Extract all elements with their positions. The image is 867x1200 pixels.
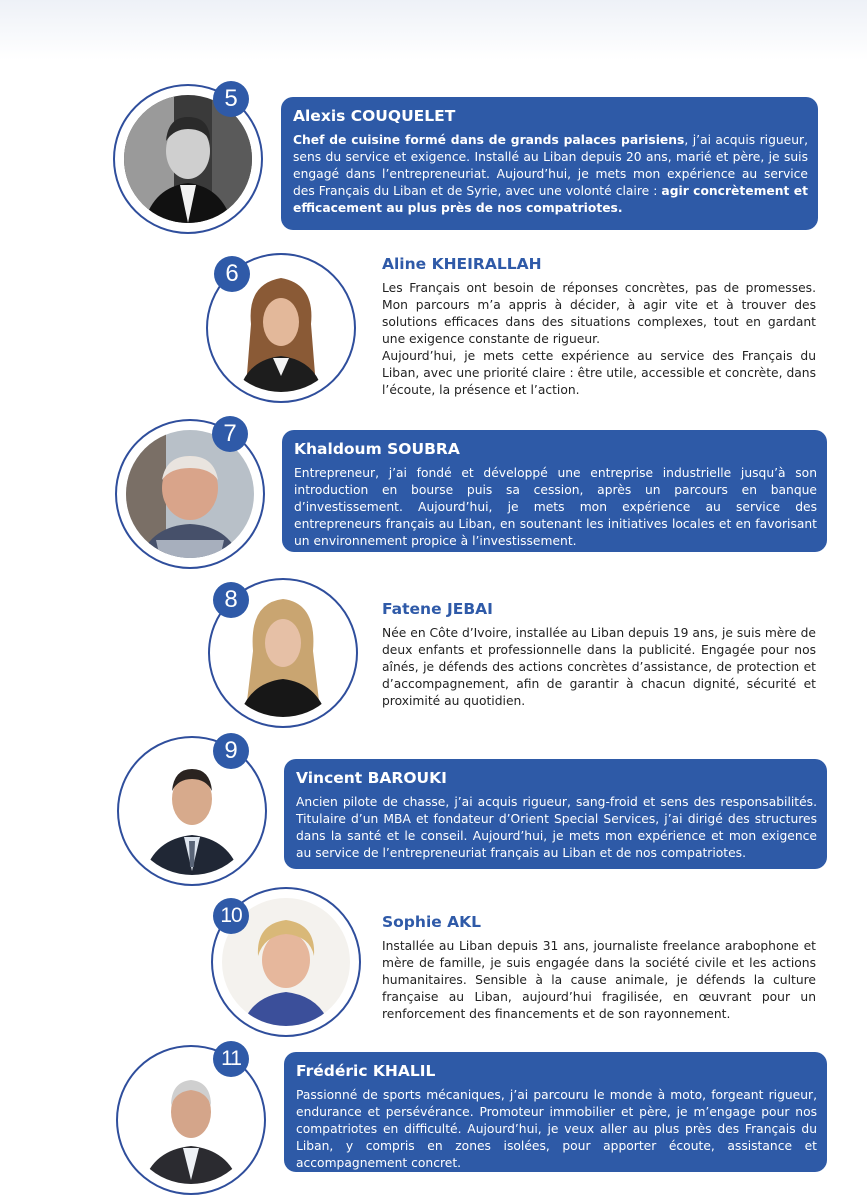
candidate-text-box (284, 759, 827, 869)
candidate-text-block (382, 600, 816, 710)
candidate-bio-continued: Aujourd’hui, je mets cette expérience au service des Français du Liban, avec une priorité claire : être utile, accessible et concrète, dans l’écoute, la présence et l’action. (382, 349, 816, 397)
candidate-bio: Née en Côte d’Ivoire, installée au Liban depuis 19 ans, je suis mère de deux enfants et professionnelle dans la publicité. Engagée pour nos aînés, je défends des actions concrètes d’assistance, de protection et d’accompagnement, afin de garantir à chacun dignité, sécurité et proximité au quotidien. (382, 626, 816, 708)
candidate-name: Vincent BAROUKI (296, 769, 447, 787)
candidate-bio: Installée au Liban depuis 31 ans, journaliste freelance arabophone et mère de famille, je suis engagée dans la société civile et les actions humanitaires. Sensible à la cause animale, je défends la culture française au Liban, aujourd’hui fragilisée, en œuvrant pour un renforcement des financements et de son rayonnement. (382, 939, 816, 1021)
candidate-text-block (382, 255, 816, 399)
candidate-bio: Les Français ont besoin de réponses concrètes, pas de promesses. Mon parcours m’a appris à décider, à agir vite et à trouver des solutions efficaces dans des situations complexes, tout en gardant une exigence constante de rigueur. (382, 281, 816, 346)
candidate-text-box (282, 430, 827, 552)
candidate-number-badge: 5 (213, 81, 249, 117)
candidate-bio: Ancien pilote de chasse, j’ai acquis rigueur, sang-froid et sens des responsabilités. Titulaire d’un MBA et fondateur d’Orient Special Services, j’ai dirigé des structures dans la santé et le conseil. Aujourd’hui, je mets mon expérience et mon exigence au service de l’entrepreneuriat français au Liban et de nos compatriotes. (296, 795, 817, 860)
candidate-number-badge: 9 (213, 733, 249, 769)
candidate-bio: Passionné de sports mécaniques, j’ai parcouru le monde à moto, forgeant rigueur, endurance et persévérance. Promoteur immobilier et père, je m’engage pour nos compatriotes en difficulté. Aujourd’hui, je veux aller au plus près des Français du Liban, y compris en zones isolées, pour apporter écoute, assistance et accompagnement concret. (296, 1088, 817, 1170)
candidate-name: Alexis COUQUELET (293, 107, 456, 125)
candidate-name: Aline KHEIRALLAH (382, 255, 542, 273)
candidate-number-badge: 7 (212, 416, 248, 452)
bio-highlight: agir concrètement et efficacement au plus près de nos compatriotes. (293, 184, 808, 215)
candidate-number-badge: 8 (213, 582, 249, 618)
candidate-text-box (281, 97, 818, 230)
candidate-name: Sophie AKL (382, 913, 482, 931)
candidate-number-badge: 10 (213, 898, 249, 934)
candidate-bio: Entrepreneur, j’ai fondé et développé une entreprise industrielle jusqu’à son introduction en bourse puis sa cession, après un parcours en banque d’investissement. Aujourd’hui, je mets mon expérience au service des entrepreneurs français au Liban, en soutenant les initiatives locales et en favorisant un environnement propice à l’investissement. (294, 466, 817, 548)
candidate-name: Fatene JEBAI (382, 600, 493, 618)
candidate-text-block (382, 913, 816, 1023)
page-header-fade (0, 0, 867, 60)
bio-highlight: Chef de cuisine formé dans de grands palaces parisiens (293, 133, 685, 147)
candidate-text-box (284, 1052, 827, 1172)
candidate-name: Frédéric KHALIL (296, 1062, 436, 1080)
candidate-bio: Chef de cuisine formé dans de grands palaces parisiens, j’ai acquis rigueur, sens du service et exigence. Installé au Liban depuis 20 ans, marié et père, je suis engagé dans l’entrepreneuriat. Aujourd’hui, je mets mon expérience au service des Français du Liban et de Syrie, avec une volonté claire : agir concrètement et efficacement au plus près de nos compatriotes. (293, 133, 808, 215)
candidate-number-badge: 11 (213, 1041, 249, 1077)
candidate-number-badge: 6 (214, 256, 250, 292)
candidate-name: Khaldoum SOUBRA (294, 440, 460, 458)
